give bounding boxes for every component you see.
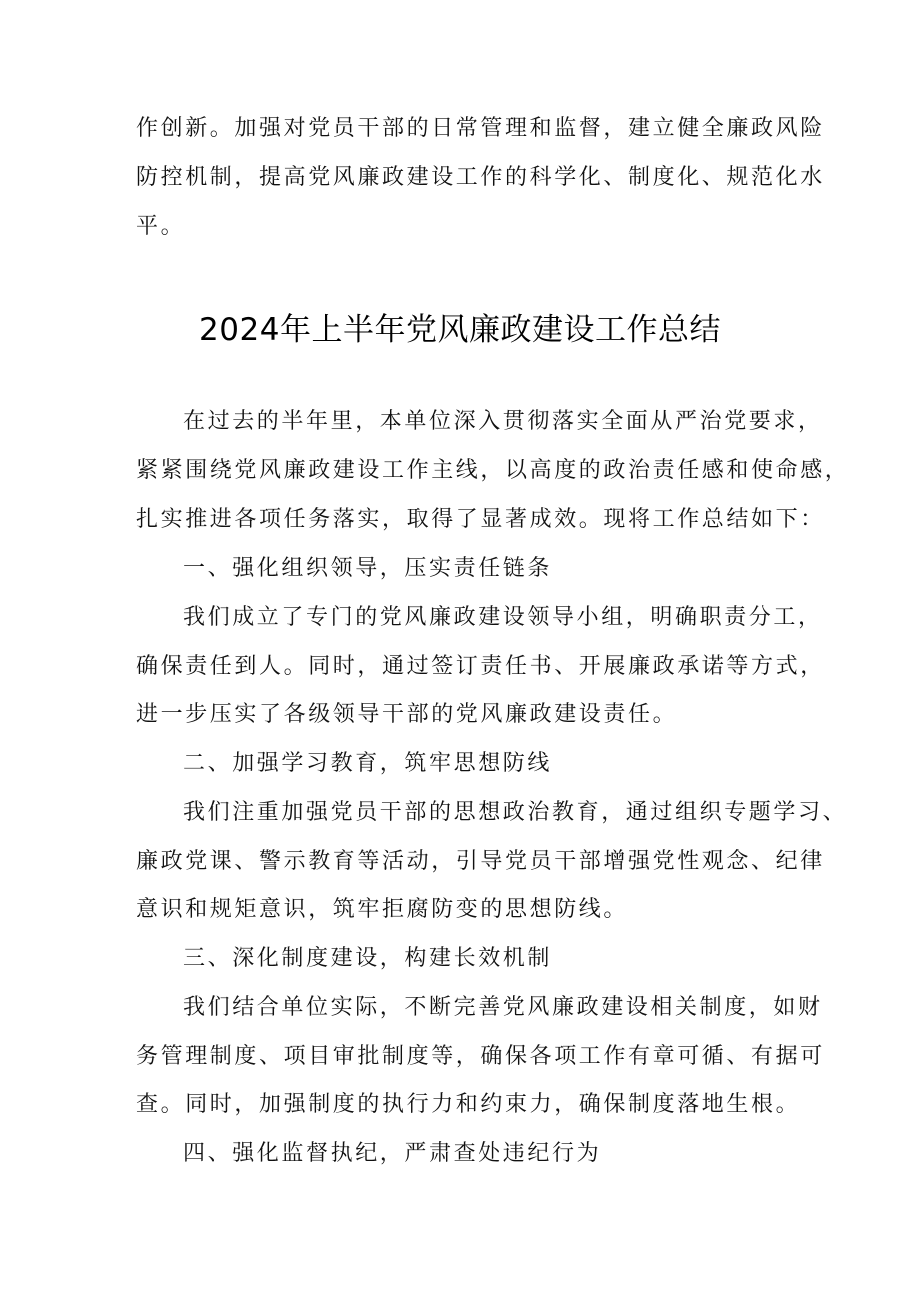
opening-line-2: 紧紧围绕党风廉政建设工作主线，以高度的政治责任感和使命感， xyxy=(136,458,850,483)
section-1-line-1: 我们成立了专门的党风廉政建设领导小组，明确职责分工， xyxy=(183,605,823,630)
intro-line-2: 防控机制，提高党风廉政建设工作的科学化、制度化、规范化水 xyxy=(136,165,825,190)
section-heading-2: 二、加强学习教育，筑牢思想防线 xyxy=(183,751,553,776)
section-3-line-2: 务管理制度、项目审批制度等，确保各项工作有章可循、有据可 xyxy=(136,1044,825,1069)
section-heading-1: 一、强化组织领导，压实责任链条 xyxy=(183,556,553,581)
section-heading-4: 四、强化监督执纪，严肃查处违纪行为 xyxy=(183,1141,602,1166)
section-3-line-1: 我们结合单位实际，不断完善党风廉政建设相关制度，如财 xyxy=(183,995,823,1020)
intro-line-3: 平。 xyxy=(136,214,186,239)
section-3-line-3: 查。同时，加强制度的执行力和约束力，确保制度落地生根。 xyxy=(136,1092,801,1117)
section-2-line-1: 我们注重加强党员干部的思想政治教育，通过组织专题学习、 xyxy=(183,800,848,825)
section-2-line-3: 意识和规矩意识，筑牢拒腐防变的思想防线。 xyxy=(136,897,629,922)
section-2-line-2: 廉政党课、警示教育等活动，引导党员干部增强党性观念、纪律 xyxy=(136,849,825,874)
opening-line-1: 在过去的半年里，本单位深入贯彻落实全面从严治党要求， xyxy=(183,409,823,434)
section-heading-3: 三、深化制度建设，构建长效机制 xyxy=(183,946,553,971)
intro-line-1: 作创新。加强对党员干部的日常管理和监督，建立健全廉政风险 xyxy=(136,116,825,141)
opening-line-3: 扎实推进各项任务落实，取得了显著成效。现将工作总结如下： xyxy=(136,507,825,532)
document-title: 2024年上半年党风廉政建设工作总结 xyxy=(199,312,721,348)
section-1-line-3: 进一步压实了各级领导干部的党风廉政建设责任。 xyxy=(136,702,678,727)
section-1-line-2: 确保责任到人。同时，通过签订责任书、开展廉政承诺等方式， xyxy=(136,654,825,679)
